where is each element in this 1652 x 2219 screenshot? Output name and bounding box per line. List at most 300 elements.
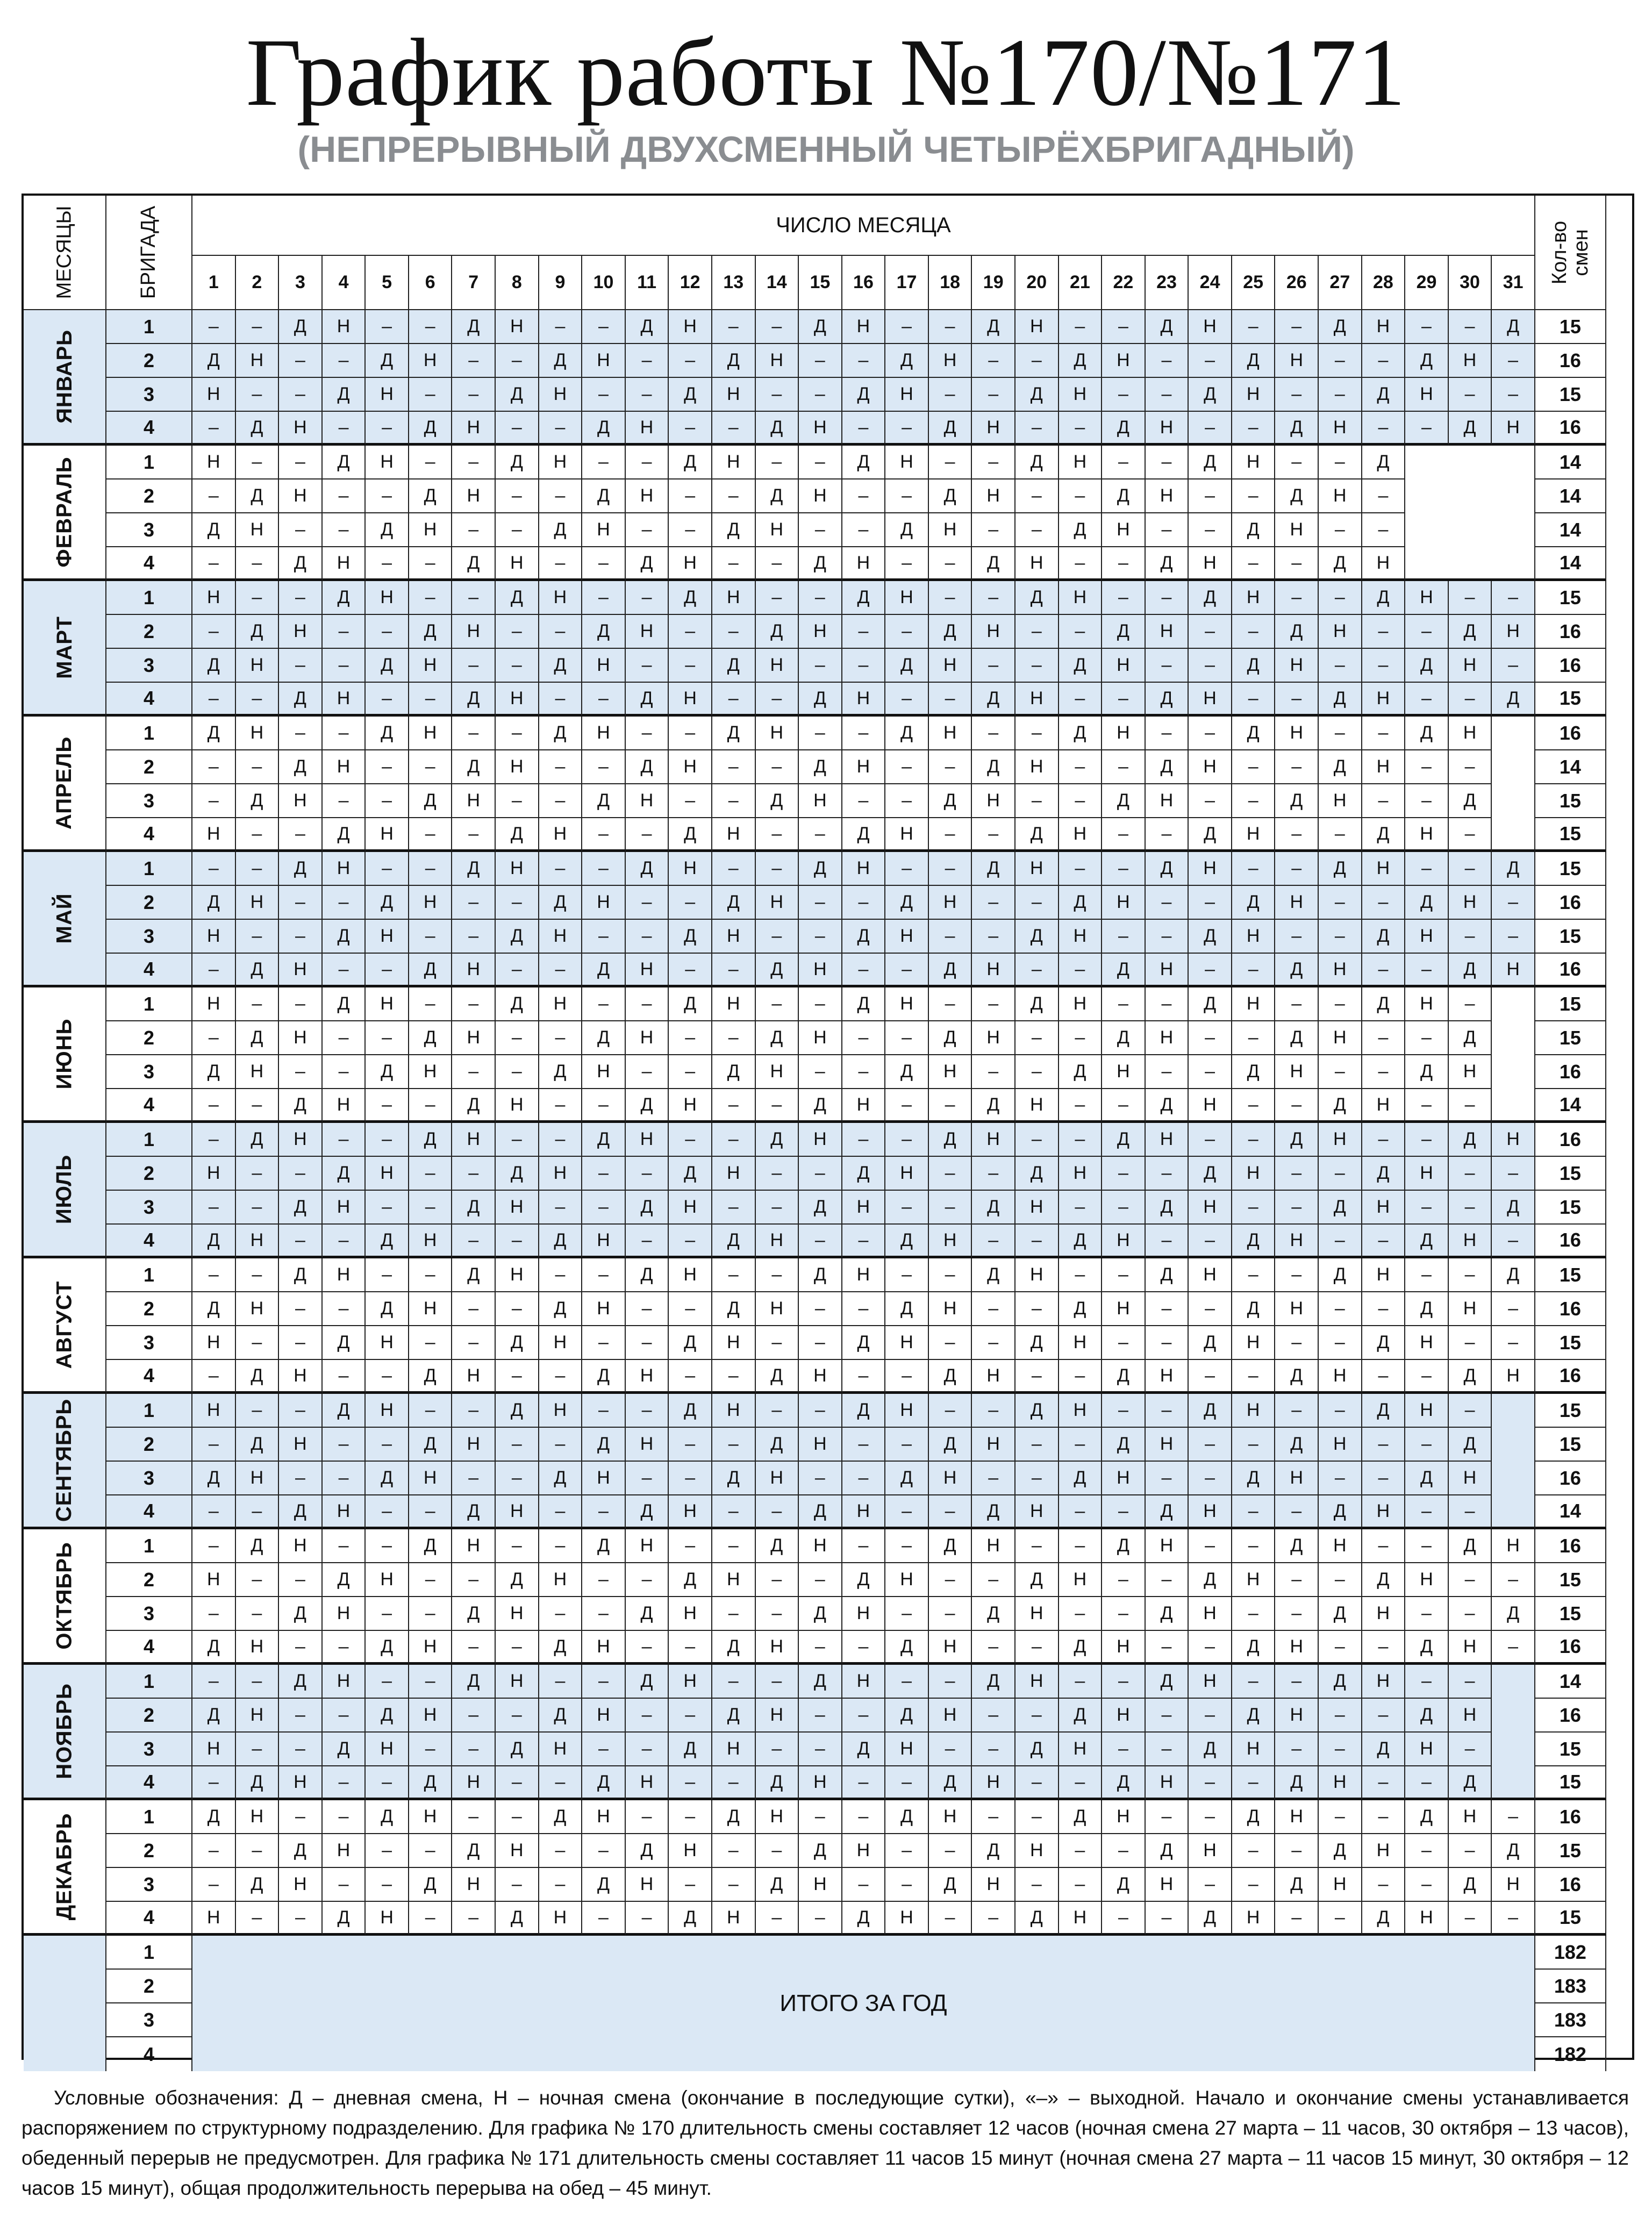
shift-total: 15 (1535, 784, 1606, 818)
shift-cell: – (1319, 378, 1362, 412)
brigade-number: 2 (106, 1563, 192, 1597)
shift-cell: Н (669, 1495, 712, 1529)
shift-cell: Д (1189, 581, 1232, 615)
shift-cell: – (929, 818, 972, 852)
shift-cell: Н (1232, 818, 1276, 852)
shift-cell: Д (712, 1225, 756, 1258)
shift-cell: – (236, 852, 280, 886)
shift-cell: – (452, 920, 496, 954)
shift-cell: – (885, 1089, 929, 1123)
shift-cell: Н (1146, 1529, 1189, 1563)
shift-cell: Д (539, 513, 583, 547)
shift-cell: – (539, 547, 583, 581)
shift-cell: Н (756, 886, 799, 920)
shift-cell: Д (409, 784, 453, 818)
shift-cell: Н (192, 1902, 236, 1936)
shift-cell: – (1232, 750, 1276, 784)
shift-total: 14 (1535, 479, 1606, 513)
shift-cell: – (366, 1360, 409, 1394)
shift-total: 15 (1535, 1394, 1606, 1428)
shift-cell: Д (409, 954, 453, 987)
shift-cell: – (366, 1495, 409, 1529)
shift-cell: – (582, 1665, 626, 1699)
shift-cell: – (1146, 1326, 1189, 1360)
day-number-header: 11 (626, 256, 669, 310)
shift-cell: – (929, 1326, 972, 1360)
shift-cell: Н (1015, 1597, 1059, 1631)
shift-cell: – (799, 1055, 842, 1089)
shift-cell: – (626, 1055, 669, 1089)
shift-cell: Н (1232, 1563, 1276, 1597)
shift-cell: Н (1362, 1258, 1406, 1292)
shift-cell: – (409, 1326, 453, 1360)
shift-cell: Д (929, 954, 972, 987)
shift-cell: Н (496, 1495, 539, 1529)
shift-cell: Д (1232, 649, 1276, 683)
shift-cell: – (1319, 1902, 1362, 1936)
shift-cell: – (1015, 513, 1059, 547)
shift-cell: Н (452, 479, 496, 513)
shift-cell: – (409, 1394, 453, 1428)
brigade-number: 3 (106, 1326, 192, 1360)
day-number-header: 8 (496, 256, 539, 310)
shift-cell: – (669, 1360, 712, 1394)
shift-cell: – (1059, 412, 1103, 446)
shift-cell: – (539, 1089, 583, 1123)
shift-cell: – (972, 1055, 1015, 1089)
shift-cell: – (842, 1123, 886, 1157)
shift-cell: – (1275, 1563, 1319, 1597)
shift-cell: – (972, 1326, 1015, 1360)
shift-cell: Д (1015, 581, 1059, 615)
shift-cell: Д (452, 1191, 496, 1225)
shift-cell: Н (1232, 1157, 1276, 1191)
shift-cell: Д (756, 1123, 799, 1157)
shift-cell: Н (582, 1699, 626, 1733)
shift-cell: Д (972, 1258, 1015, 1292)
shift-cell: – (1232, 412, 1276, 446)
shift-cell: Н (712, 581, 756, 615)
shift-cell: Н (756, 513, 799, 547)
shift-cell: – (1405, 1665, 1449, 1699)
shift-cell: Д (1189, 378, 1232, 412)
shift-cell: – (192, 1428, 236, 1462)
shift-cell: – (1405, 683, 1449, 717)
shift-cell: Н (1059, 818, 1103, 852)
shift-cell: Д (972, 1495, 1015, 1529)
shift-cell: – (885, 852, 929, 886)
day-number-header: 21 (1059, 256, 1103, 310)
shift-cell: Д (1362, 1326, 1406, 1360)
shift-total: 15 (1535, 1597, 1606, 1631)
shift-cell: – (1492, 1902, 1535, 1936)
shift-cell: Д (842, 1326, 886, 1360)
shift-cell: – (496, 1360, 539, 1394)
shift-cell: – (1319, 446, 1362, 479)
shift-cell: – (279, 1631, 323, 1665)
shift-cell: Д (1492, 310, 1535, 344)
shift-cell: Н (1232, 1394, 1276, 1428)
shift-cell: Н (1319, 615, 1362, 649)
shift-cell: Д (323, 446, 366, 479)
shift-cell: – (1232, 479, 1276, 513)
shift-cell: – (582, 987, 626, 1021)
shift-cell: – (799, 513, 842, 547)
shift-cell: Д (1405, 886, 1449, 920)
shift-cell: Д (452, 683, 496, 717)
shift-cell: Д (496, 818, 539, 852)
shift-cell: Н (539, 818, 583, 852)
shift-cell: Н (1275, 1699, 1319, 1733)
shift-cell: – (366, 1089, 409, 1123)
shift-cell: – (192, 615, 236, 649)
shift-cell: Н (366, 1902, 409, 1936)
shift-cell: – (1405, 1360, 1449, 1394)
shift-cell: Д (1275, 1123, 1319, 1157)
shift-cell: Д (236, 954, 280, 987)
shift-cell: – (1102, 547, 1146, 581)
shift-cell: – (496, 1428, 539, 1462)
day-number-header: 19 (972, 256, 1015, 310)
shift-total: 15 (1535, 1191, 1606, 1225)
shift-cell: Н (972, 1021, 1015, 1055)
shift-cell: Н (1059, 446, 1103, 479)
shift-cell: – (323, 513, 366, 547)
shift-cell: – (452, 581, 496, 615)
shift-cell: Н (236, 649, 280, 683)
shift-cell: – (1146, 1733, 1189, 1766)
shift-cell: Н (1319, 1868, 1362, 1902)
shift-cell: Н (1015, 683, 1059, 717)
shift-cell: Д (756, 1529, 799, 1563)
shift-cell: – (1146, 581, 1189, 615)
shift-cell: Д (1102, 1766, 1146, 1800)
brigade-number: 1 (106, 446, 192, 479)
shift-cell: – (799, 581, 842, 615)
shift-cell: – (582, 1733, 626, 1766)
shift-cell: – (409, 310, 453, 344)
shift-cell: Д (1059, 1800, 1103, 1834)
shift-cell: – (1275, 1834, 1319, 1868)
shift-cell: – (452, 1733, 496, 1766)
shift-cell: – (799, 1292, 842, 1326)
day-number-header: 16 (842, 256, 886, 310)
shift-cell: Д (1189, 987, 1232, 1021)
shift-cell: – (626, 581, 669, 615)
shift-total: 16 (1535, 1360, 1606, 1394)
shift-cell: – (236, 1665, 280, 1699)
shift-cell: Д (626, 1665, 669, 1699)
day-number-header: 18 (929, 256, 972, 310)
shift-cell: – (1275, 547, 1319, 581)
shift-cell: Н (1319, 1529, 1362, 1563)
shift-cell: – (1362, 954, 1406, 987)
shift-cell: – (366, 1834, 409, 1868)
shift-cell: Д (669, 1157, 712, 1191)
shift-cell: Д (1189, 1394, 1232, 1428)
shift-cell: Д (669, 1902, 712, 1936)
shift-cell: Н (1275, 1225, 1319, 1258)
shift-cell: – (323, 1529, 366, 1563)
shift-cell: – (236, 1733, 280, 1766)
shift-cell: Н (323, 1495, 366, 1529)
shift-cell: – (1189, 717, 1232, 750)
shift-cell: Н (409, 649, 453, 683)
shift-cell: Д (1449, 1428, 1492, 1462)
shift-cell: Д (236, 1021, 280, 1055)
shift-cell: Д (1189, 818, 1232, 852)
shift-cell: – (1449, 1902, 1492, 1936)
shift-cell: Д (885, 886, 929, 920)
brigade-number: 4 (106, 818, 192, 852)
shift-cell: Д (1059, 886, 1103, 920)
shift-total: 16 (1535, 1123, 1606, 1157)
shift-cell: – (885, 1360, 929, 1394)
shift-cell: – (582, 446, 626, 479)
shift-cell: Д (626, 750, 669, 784)
shift-cell: – (582, 1834, 626, 1868)
shift-cell: Д (539, 1631, 583, 1665)
shift-cell: Д (1146, 1597, 1189, 1631)
shift-cell: Д (539, 886, 583, 920)
shift-cell: Н (1275, 649, 1319, 683)
shift-cell: – (712, 412, 756, 446)
shift-cell: – (885, 479, 929, 513)
shift-cell: – (756, 818, 799, 852)
shift-cell: – (1449, 310, 1492, 344)
shift-cell: – (1146, 818, 1189, 852)
shift-cell: Д (1015, 1563, 1059, 1597)
shift-cell: – (1232, 1360, 1276, 1394)
yearly-total: 182 (1535, 1936, 1606, 1970)
brigade-number: 4 (106, 1360, 192, 1394)
shift-cell: – (1275, 581, 1319, 615)
shift-cell: Н (626, 1529, 669, 1563)
shift-cell: Н (1275, 1292, 1319, 1326)
shift-cell: – (539, 1021, 583, 1055)
shift-cell: – (842, 1462, 886, 1495)
shift-cell: Н (756, 1800, 799, 1834)
shift-cell: – (1362, 1699, 1406, 1733)
shift-cell: – (1146, 446, 1189, 479)
shift-cell: Д (1319, 852, 1362, 886)
shift-cell: Д (756, 784, 799, 818)
shift-cell: Н (1362, 1597, 1406, 1631)
shift-cell: – (669, 1800, 712, 1834)
month-label: МАРТ (24, 581, 106, 717)
shift-cell: Д (496, 987, 539, 1021)
shift-cell: – (1232, 1834, 1276, 1868)
shift-total: 14 (1535, 750, 1606, 784)
shift-cell: – (192, 310, 236, 344)
shift-cell: Н (539, 1902, 583, 1936)
shift-cell: Д (1319, 1834, 1362, 1868)
shift-cell: – (452, 717, 496, 750)
shift-cell: – (1189, 1428, 1232, 1462)
shift-cell: Д (452, 1258, 496, 1292)
yearly-total: 182 (1535, 2037, 1606, 2071)
shift-cell: Н (279, 1123, 323, 1157)
shift-cell: Н (582, 886, 626, 920)
shift-cell: – (1319, 1800, 1362, 1834)
shift-cell: – (366, 1529, 409, 1563)
day-number-header: 28 (1362, 256, 1406, 310)
shift-cell: – (279, 1225, 323, 1258)
day-number-header: 24 (1189, 256, 1232, 310)
shift-cell: Н (885, 920, 929, 954)
shift-cell: – (1015, 412, 1059, 446)
shift-cell: Н (409, 1699, 453, 1733)
shift-cell: – (1189, 479, 1232, 513)
shift-cell: – (929, 1563, 972, 1597)
shift-cell: – (929, 920, 972, 954)
shift-cell: Д (885, 1462, 929, 1495)
shift-cell: – (885, 1191, 929, 1225)
shift-cell: Н (1059, 1563, 1103, 1597)
shift-cell: Д (929, 1868, 972, 1902)
shift-cell: Н (712, 1394, 756, 1428)
shift-cell: – (842, 954, 886, 987)
shift-cell: Н (1102, 513, 1146, 547)
shift-cell: Н (1405, 1394, 1449, 1428)
shift-cell: – (756, 310, 799, 344)
shift-cell: – (1232, 1123, 1276, 1157)
shift-cell: – (885, 412, 929, 446)
shift-cell: – (1362, 1055, 1406, 1089)
shift-cell: – (1319, 344, 1362, 378)
shift-cell: – (1146, 1699, 1189, 1733)
shift-total: 14 (1535, 547, 1606, 581)
page-subtitle: (НЕПРЕРЫВНЫЙ ДВУХСМЕННЫЙ ЧЕТЫРЁХБРИГАДНЫЙ) (297, 129, 1355, 170)
empty-days-block (1405, 446, 1535, 581)
shift-cell: – (192, 1529, 236, 1563)
shift-cell: Д (1189, 1326, 1232, 1360)
shift-cell: – (452, 649, 496, 683)
shift-cell: – (1319, 1563, 1362, 1597)
shift-cell: Д (1362, 581, 1406, 615)
brigade-number: 1 (106, 1258, 192, 1292)
shift-cell: Н (1449, 1699, 1492, 1733)
shift-cell: Д (279, 683, 323, 717)
shift-cell: Д (712, 1800, 756, 1834)
shift-cell: Д (1015, 1394, 1059, 1428)
shift-cell: – (1189, 1021, 1232, 1055)
shift-cell: Д (582, 479, 626, 513)
shift-cell: – (626, 1292, 669, 1326)
shift-cell: – (1449, 852, 1492, 886)
shift-cell: – (323, 1021, 366, 1055)
shift-cell: Д (409, 1529, 453, 1563)
shift-cell: – (409, 818, 453, 852)
shift-cell: Д (972, 683, 1015, 717)
shift-cell: – (972, 1699, 1015, 1733)
shift-cell: – (712, 615, 756, 649)
shift-cell: Н (1449, 1225, 1492, 1258)
shift-cell: Д (1146, 1089, 1189, 1123)
shift-cell: Д (409, 615, 453, 649)
shift-cell: – (323, 784, 366, 818)
shift-cell: – (1275, 1665, 1319, 1699)
shift-cell: Д (192, 1800, 236, 1834)
shift-cell: – (669, 1123, 712, 1157)
shift-cell: – (452, 513, 496, 547)
shift-cell: Д (1059, 513, 1103, 547)
shift-cell: – (539, 1597, 583, 1631)
shift-cell: Н (1015, 1191, 1059, 1225)
shift-cell: Д (1102, 1868, 1146, 1902)
shift-cell: – (1232, 954, 1276, 987)
shift-cell: Н (496, 683, 539, 717)
shift-cell: Н (539, 1394, 583, 1428)
shift-cell: Н (756, 1055, 799, 1089)
shift-cell: – (1146, 920, 1189, 954)
shift-cell: Д (1405, 344, 1449, 378)
shift-cell: Н (1232, 378, 1276, 412)
shift-cell: – (1362, 1766, 1406, 1800)
shift-cell: – (842, 649, 886, 683)
shift-cell: Д (842, 1157, 886, 1191)
shift-cell: – (1015, 1529, 1059, 1563)
shift-cell: – (582, 1089, 626, 1123)
shift-cell: Д (1015, 1326, 1059, 1360)
shift-cell: Д (929, 1428, 972, 1462)
shift-cell: – (1362, 1225, 1406, 1258)
shift-cell: – (279, 818, 323, 852)
shift-cell: Н (409, 886, 453, 920)
shift-cell: – (192, 683, 236, 717)
shift-cell: Н (539, 1157, 583, 1191)
shift-cell: Н (1102, 886, 1146, 920)
shift-cell: – (1405, 1123, 1449, 1157)
shift-cell: Д (1232, 717, 1276, 750)
shift-cell: Д (236, 479, 280, 513)
shift-cell: – (409, 547, 453, 581)
shift-cell: – (582, 1902, 626, 1936)
shift-cell: – (1059, 1868, 1103, 1902)
shift-cell: – (1059, 954, 1103, 987)
shift-cell: Д (1405, 1292, 1449, 1326)
shift-cell: – (323, 479, 366, 513)
shift-cell: – (323, 649, 366, 683)
shift-cell: – (409, 446, 453, 479)
shift-cell: – (1189, 954, 1232, 987)
shift-cell: Д (323, 920, 366, 954)
shift-cell: – (799, 1225, 842, 1258)
shift-cell: – (1015, 954, 1059, 987)
shift-cell: Д (799, 852, 842, 886)
shift-cell: Н (1492, 1868, 1535, 1902)
shift-cell: – (1015, 1360, 1059, 1394)
shift-cell: Д (582, 412, 626, 446)
shift-cell: Н (192, 920, 236, 954)
shift-cell: Н (712, 987, 756, 1021)
shift-cell: – (409, 1089, 453, 1123)
shift-total: 16 (1535, 344, 1606, 378)
shift-cell: Д (756, 954, 799, 987)
shift-cell: – (842, 513, 886, 547)
shift-cell: – (1275, 1157, 1319, 1191)
shift-cell: Н (452, 1868, 496, 1902)
shift-cell: – (1059, 784, 1103, 818)
shift-cell: Д (712, 344, 756, 378)
shift-cell: – (496, 1462, 539, 1495)
shift-cell: Д (496, 581, 539, 615)
shift-cell: Д (842, 1563, 886, 1597)
shift-cell: – (192, 1258, 236, 1292)
shift-cell: – (929, 581, 972, 615)
shift-cell: Д (236, 784, 280, 818)
shift-cell: – (1232, 1089, 1276, 1123)
